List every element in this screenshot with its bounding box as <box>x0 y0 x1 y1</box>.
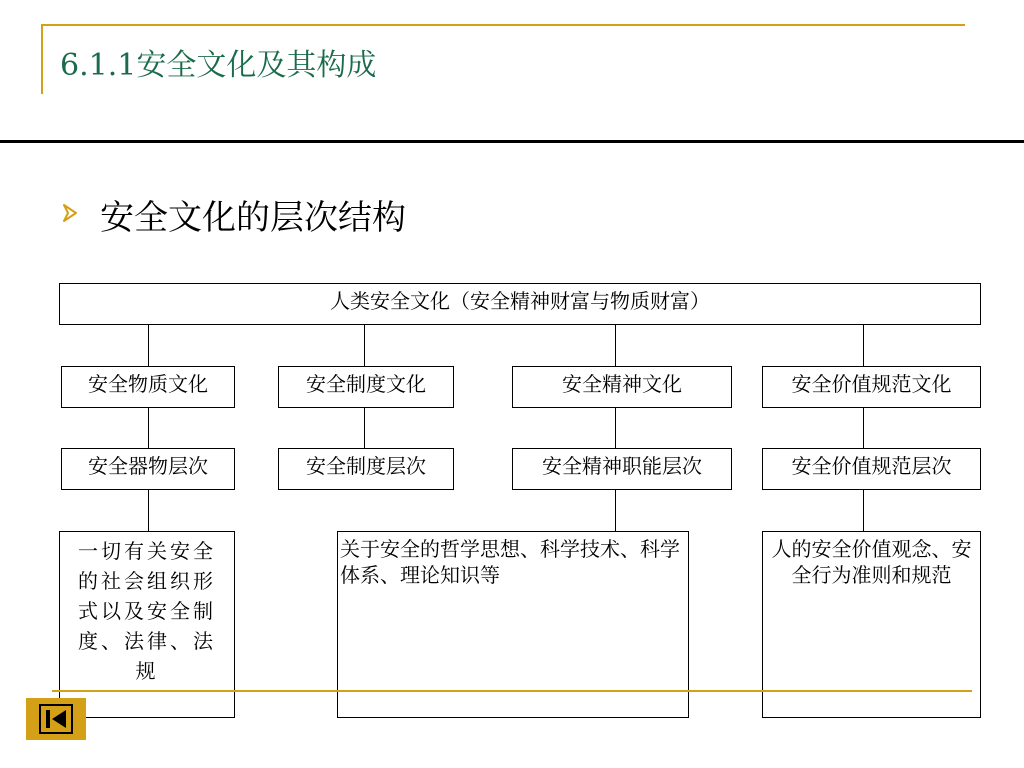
connector-line <box>615 407 616 449</box>
header-divider <box>0 140 1024 143</box>
level-box-value-norm: 安全价值规范层次 <box>762 448 981 490</box>
culture-box-material: 安全物质文化 <box>61 366 235 408</box>
culture-box-institution: 安全制度文化 <box>278 366 454 408</box>
top-culture-box: 人类安全文化（安全精神财富与物质财富） <box>59 283 981 325</box>
connector-line <box>148 407 149 449</box>
level-box-artifact: 安全器物层次 <box>61 448 235 490</box>
connector-line <box>863 489 864 531</box>
level-box-spirit-function: 安全精神职能层次 <box>512 448 732 490</box>
connector-line <box>148 489 149 531</box>
description-box-institution: 一切有关安全的社会组织形式以及安全制度、法律、法规 <box>59 531 235 718</box>
connector-line <box>148 324 149 366</box>
connector-line <box>615 489 616 531</box>
culture-box-value-norm: 安全价值规范文化 <box>762 366 981 408</box>
header-top-rule <box>41 24 965 26</box>
slide-title: 6.1.1安全文化及其构成 <box>60 48 377 83</box>
culture-box-spirit: 安全精神文化 <box>512 366 732 408</box>
arrow-bullet-icon <box>62 204 78 222</box>
footer-rule <box>52 690 972 692</box>
bullet-text: 安全文化的层次结构 <box>100 198 406 238</box>
description-box-spirit: 关于安全的哲学思想、科学技术、科学体系、理论知识等 <box>337 531 689 718</box>
description-box-value: 人的安全价值观念、安全行为准则和规范 <box>762 531 981 718</box>
connector-line <box>364 407 365 449</box>
header-accent-bar <box>41 24 43 94</box>
connector-line <box>863 324 864 366</box>
first-slide-icon <box>39 704 73 734</box>
level-box-institution: 安全制度层次 <box>278 448 454 490</box>
connector-line <box>863 407 864 449</box>
connector-line <box>364 324 365 366</box>
first-slide-button[interactable] <box>26 698 86 740</box>
connector-line <box>615 324 616 366</box>
